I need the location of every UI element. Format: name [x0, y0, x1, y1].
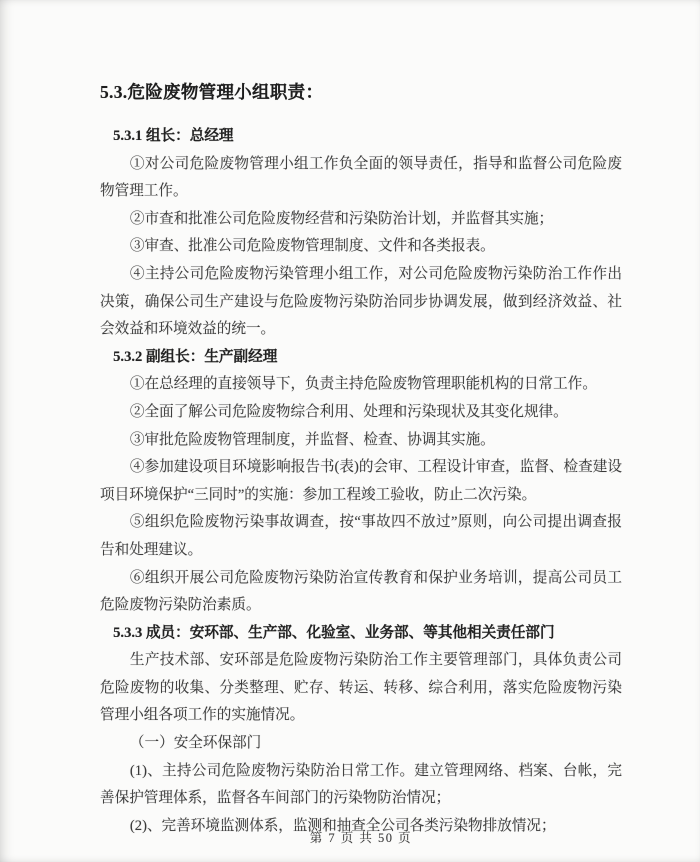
doc-title: 5.3.危险废物管理小组职责：: [100, 82, 324, 102]
paragraph: ③审查、批准公司危险废物管理制度、文件和各类报表。: [129, 238, 495, 255]
paragraph: (2)、完善环境监测体系，监测和抽查全公司各类污染物排放情况；: [129, 817, 556, 834]
paragraph: ⑤组织危险废物污染事故调查，按“事故四不放过”原则，向公司提出调查报告和处理建议。: [100, 514, 622, 558]
paragraph: ①对公司危险废物管理小组工作负全面的领导责任，指导和监督公司危险废物管理工作。: [100, 155, 622, 200]
paragraph: ②全面了解公司危险废物综合利用、处理和污染现状及其变化规律。: [129, 403, 568, 420]
paragraph: ②市查和批准公司危险废物经营和污染防治计划，并监督其实施；: [129, 210, 554, 227]
paragraph: ①在总经理的直接领导下，负责主持危险废物管理职能机构的日常工作。: [129, 376, 597, 393]
paragraph: 生产技术部、安环部是危险废物污染防治工作主要管理部门，具体负责公司危险废物的收集、分类整理、贮存、转运、转移、综合利用，落实危险废物污染管理小组各项工作的实施情况。: [100, 652, 622, 724]
section-5-3-3: [100, 620, 622, 841]
heading-5-3-3: 5.3.3 成员：安环部、生产部、化验室、业务部、等其他相关责任部门: [113, 624, 555, 641]
section-5-3-2: [100, 344, 622, 620]
paragraph: （一）安全环保部门: [129, 735, 262, 752]
page-number-footer: 第 7 页 共 50 页: [309, 831, 413, 845]
paragraph: ④参加建设项目环境影响报告书(表)的会审、工程设计审查，监督、检查建设项目环境保护“三同时”的实施：参加工程竣工验收，防止二次污染。: [100, 459, 622, 503]
paragraph: ④主持公司危险废物污染管理小组工作，对公司危险废物污染防治工作作出决策，确保公司生产建设与危险废物污染防治同步协调发展，做到经济效益、社会效益和环境效益的统一。: [100, 265, 622, 338]
paragraph: (1)、主持公司危险废物污染防治日常工作。建立管理网络、档案、台帐，完善保护管理体系，监督各车间部门的污染物防治情况；: [100, 762, 622, 807]
paragraph: ⑥组织开展公司危险废物污染防治宣传教育和保护业务培训，提高公司员工危险废物污染防治素质。: [100, 569, 622, 614]
heading-5-3-2: 5.3.2 副组长：生产副经理: [113, 348, 278, 365]
paragraph: ③审批危险废物管理制度，并监督、检查、协调其实施。: [129, 431, 495, 448]
heading-5-3-1: 5.3.1 组长：总经理: [113, 128, 234, 144]
section-5-3-1: [100, 123, 622, 344]
